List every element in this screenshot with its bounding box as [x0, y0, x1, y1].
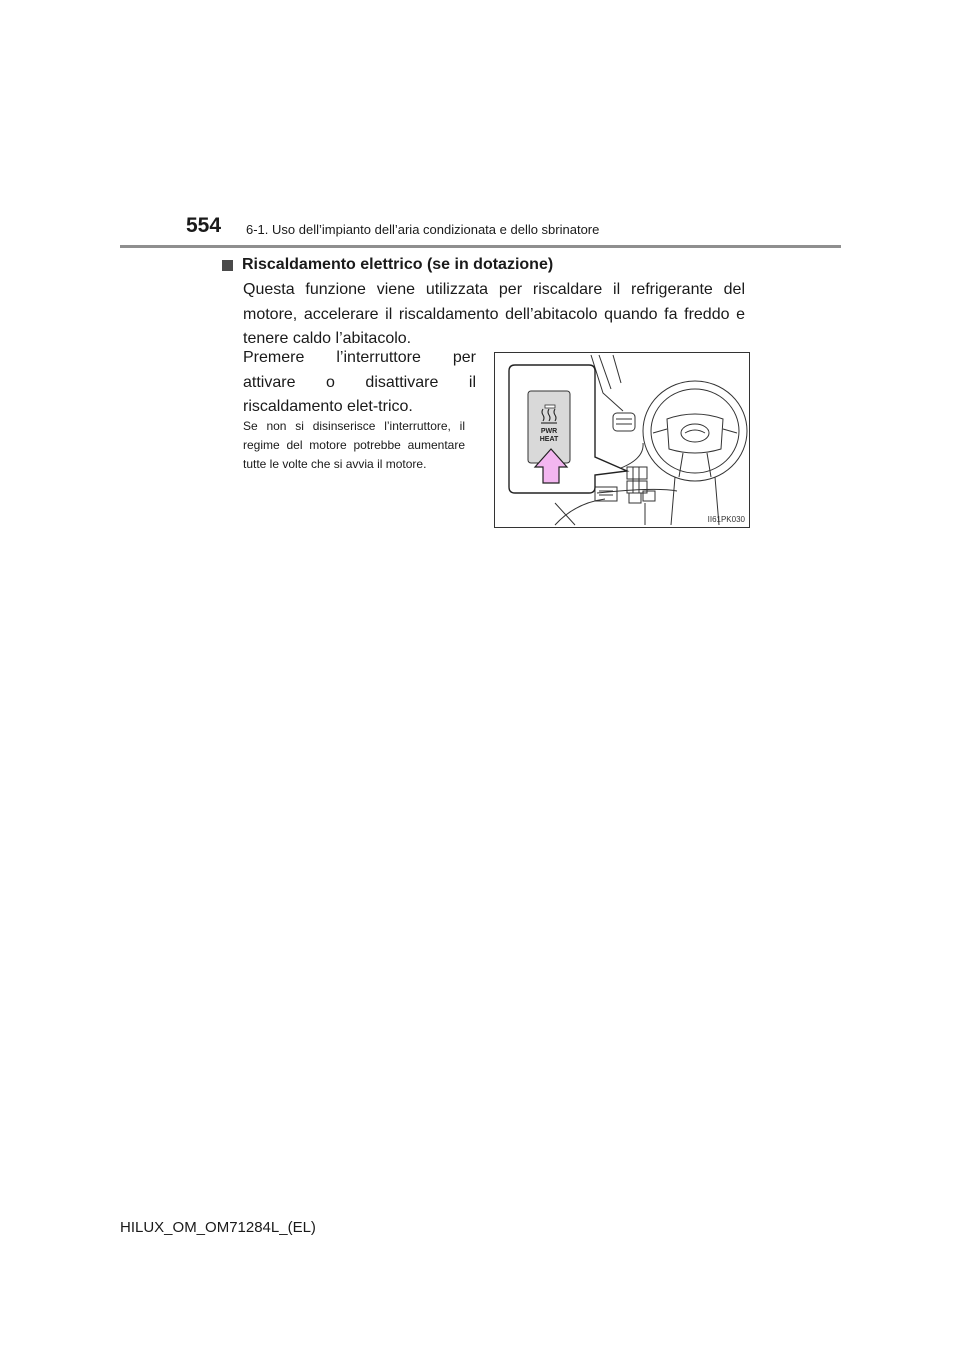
figure-code: II61PK030 [707, 515, 745, 524]
square-bullet-icon [222, 260, 233, 271]
section-title: 6-1. Uso dell’impianto dell’aria condizionata e dello sbrinatore [246, 222, 600, 237]
dashboard-illustration [494, 352, 750, 528]
page-number: 554 [186, 214, 222, 237]
switch-label-pwr: PWR [540, 428, 558, 435]
subheading [222, 256, 553, 274]
note-paragraph: Se non si disinserisce l’interruttore, il regime del motore potrebbe aumentare tutte le volte che si avvia il motore. [243, 419, 465, 471]
switch-label-heat: HEAT [539, 436, 559, 443]
intro-paragraph: Questa funzione viene utilizzata per riscaldare il refrigerante del motore, accelerare il riscaldamento dell’abitacolo quando fa freddo e tenere caldo l’abitacolo. [243, 281, 745, 347]
instruction-paragraph: Premere l’interruttore per attivare o disattivare il riscaldamento elet-trico. [243, 349, 476, 415]
subheading-text: Riscaldamento elettrico (se in dotazione) [242, 256, 554, 273]
footer-doc-id: HILUX_OM_OM71284L_(EL) [120, 1219, 316, 1236]
header-rule [120, 245, 841, 248]
dashboard-drawing [495, 353, 749, 527]
